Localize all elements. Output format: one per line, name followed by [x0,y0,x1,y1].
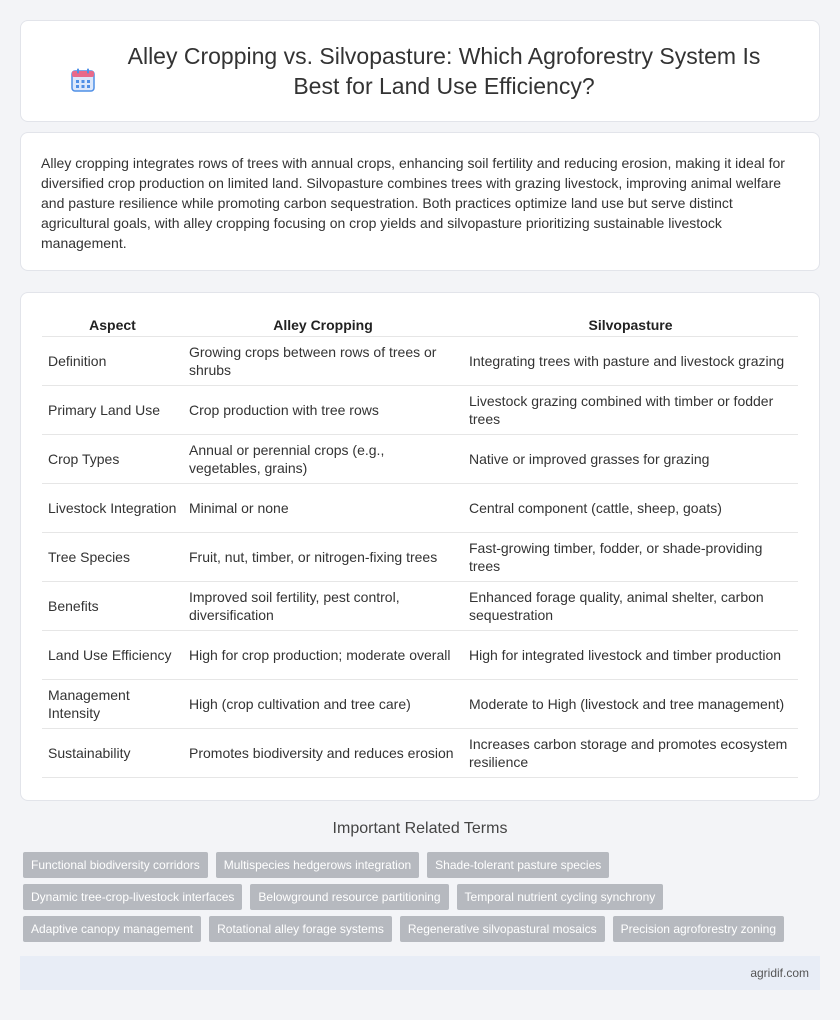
comparison-table [42,313,798,778]
page-title: Alley Cropping vs. Silvopasture: Which Agroforestry System Is Best for Land Use Efficiency? [127,43,761,99]
row-aspect: Primary Land Use [42,386,183,435]
related-term-tag[interactable]: Adaptive canopy management [23,916,201,942]
row-alley-cropping: Improved soil fertility, pest control, diversification [183,582,463,631]
row-alley-cropping: Promotes biodiversity and reduces erosion [183,729,463,778]
row-silvopasture: Fast-growing timber, fodder, or shade-providing trees [463,533,798,582]
row-aspect: Benefits [42,582,183,631]
title-card [20,20,820,122]
related-term-tag[interactable]: Rotational alley forage systems [209,916,392,942]
table-row [42,533,798,582]
related-term-tag[interactable]: Dynamic tree-crop-livestock interfaces [23,884,242,910]
related-term-tag[interactable]: Functional biodiversity corridors [23,852,208,878]
related-term-tag[interactable]: Temporal nutrient cycling synchrony [457,884,664,910]
row-silvopasture: Native or improved grasses for grazing [463,435,798,484]
header-silvopasture: Silvopasture [463,313,798,337]
related-term-tag[interactable]: Precision agroforestry zoning [613,916,784,942]
row-alley-cropping: Fruit, nut, timber, or nitrogen-fixing trees [183,533,463,582]
row-aspect: Management Intensity [42,680,183,729]
row-silvopasture: Increases carbon storage and promotes ecosystem resilience [463,729,798,778]
calendar-icon [70,67,96,93]
row-aspect: Crop Types [42,435,183,484]
row-alley-cropping: High for crop production; moderate overall [183,631,463,680]
header-alley-cropping: Alley Cropping [183,313,463,337]
row-silvopasture: Livestock grazing combined with timber or fodder trees [463,386,798,435]
row-aspect: Sustainability [42,729,183,778]
row-aspect: Livestock Integration [42,484,183,533]
row-alley-cropping: High (crop cultivation and tree care) [183,680,463,729]
related-term-tag[interactable]: Regenerative silvopastural mosaics [400,916,605,942]
related-term-tag[interactable]: Shade-tolerant pasture species [427,852,609,878]
row-silvopasture: High for integrated livestock and timber production [463,631,798,680]
row-alley-cropping: Minimal or none [183,484,463,533]
table-row [42,680,798,729]
row-silvopasture: Moderate to High (livestock and tree management) [463,680,798,729]
footer-site-link[interactable]: agridif.com [750,966,809,980]
related-term-tag[interactable]: Belowground resource partitioning [250,884,448,910]
row-silvopasture: Integrating trees with pasture and livestock grazing [463,337,798,386]
table-row [42,484,798,533]
row-alley-cropping: Crop production with tree rows [183,386,463,435]
related-terms-title: Important Related Terms [332,820,508,837]
related-terms-tags [23,852,813,948]
row-alley-cropping: Growing crops between rows of trees or shrubs [183,337,463,386]
table-row [42,337,798,386]
row-silvopasture: Central component (cattle, sheep, goats) [463,484,798,533]
table-row [42,582,798,631]
table-row [42,386,798,435]
intro-card [20,132,820,271]
row-silvopasture: Enhanced forage quality, animal shelter, carbon sequestration [463,582,798,631]
table-row [42,631,798,680]
row-aspect: Tree Species [42,533,183,582]
title-wrap [70,41,770,101]
table-header-row [42,313,798,337]
row-aspect: Land Use Efficiency [42,631,183,680]
comparison-card [20,292,820,801]
table-row [42,435,798,484]
row-alley-cropping: Annual or perennial crops (e.g., vegetables, grains) [183,435,463,484]
table-row [42,729,798,778]
row-aspect: Definition [42,337,183,386]
intro-paragraph: Alley cropping integrates rows of trees with annual crops, enhancing soil fertility and reducing erosion, making it ideal for diversified crop production on limited land. Silvopasture combines trees with grazing livestock, improving animal welfare and pasture resilience while promoting carbon sequestration. Both practices optimize land use but serve distinct agricultural goals, with alley cropping focusing on crop yields and silvopasture prioritizing sustainable livestock management. [41,155,785,251]
footer [20,956,820,990]
related-term-tag[interactable]: Multispecies hedgerows integration [216,852,419,878]
header-aspect: Aspect [42,313,183,337]
